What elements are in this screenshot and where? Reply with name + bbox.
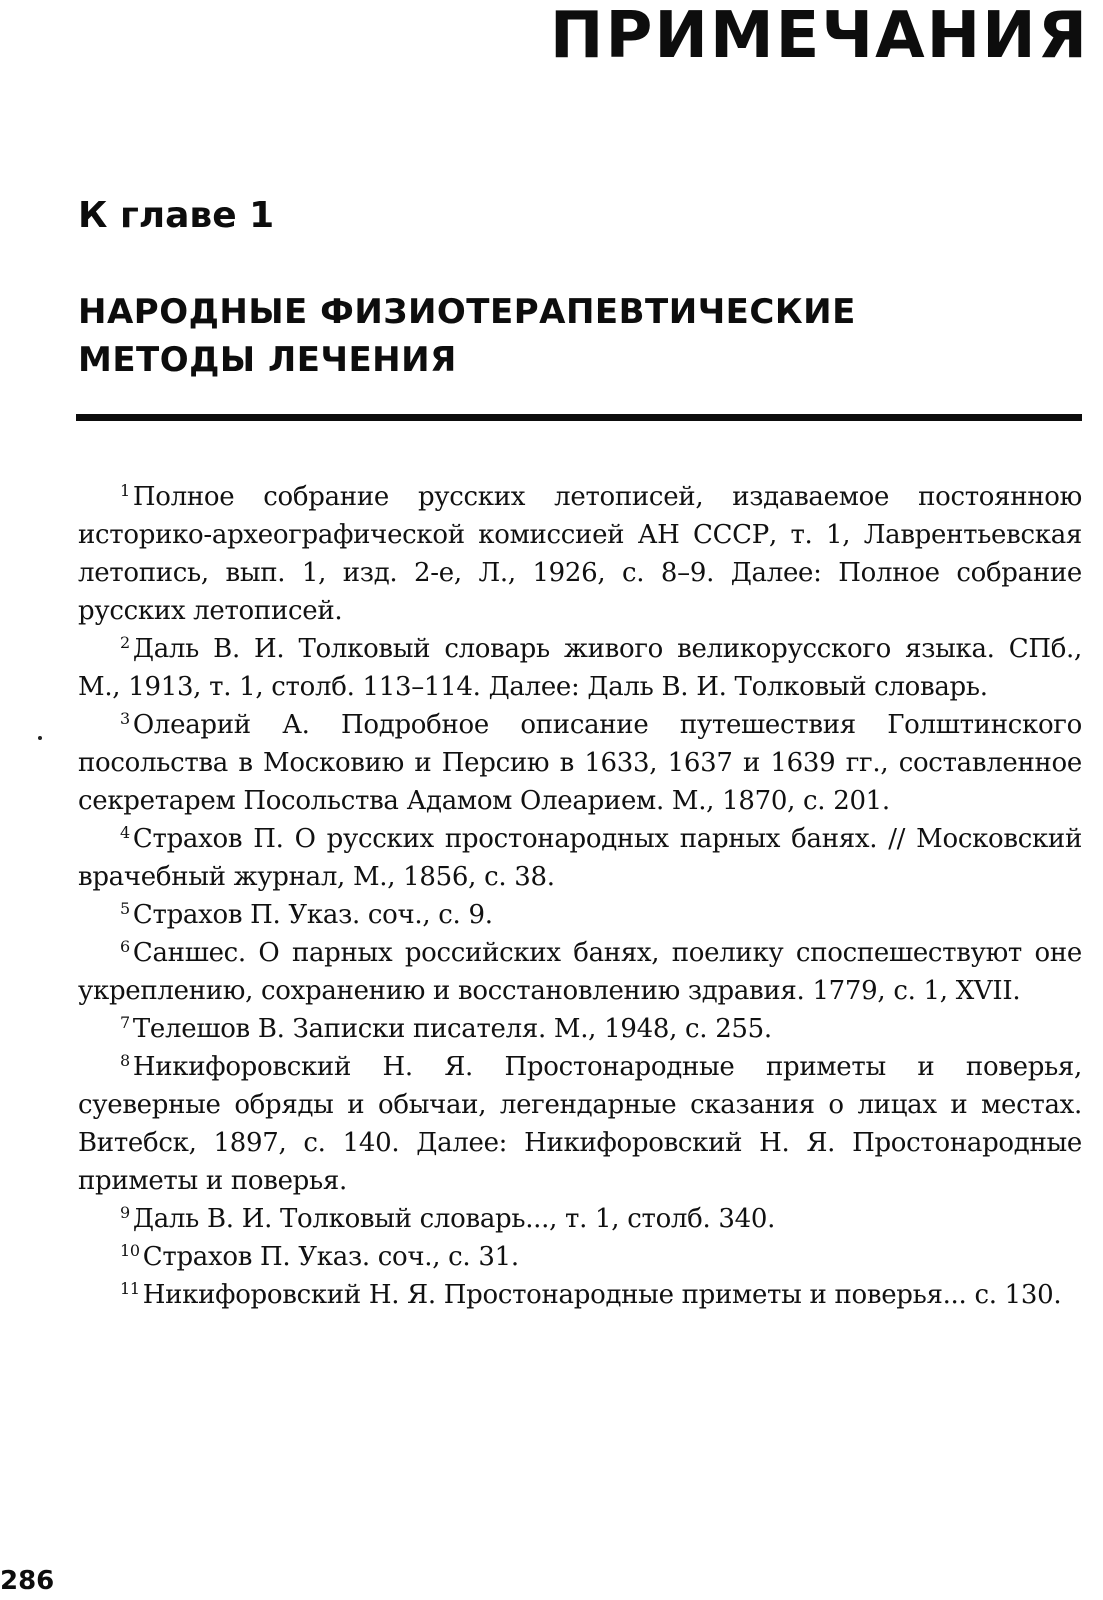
endnote-text: Страхов П. Указ. соч., с. 31.: [142, 1242, 519, 1272]
endnote-number: 9: [120, 1203, 130, 1222]
endnote: [78, 1010, 1082, 1048]
endnote-text: Телешов В. Записки писателя. М., 1948, с. 255.: [132, 1014, 772, 1044]
endnote-text: Полное собрание русских летописей, издаваемое постоянною историко-археографической комиссией АН СССР, т. 1, Лаврентьевская летопись, вып. 1, изд. 2-е, Л., 1926, с. 8–9. Далее: Полное собрание русских летописей.: [78, 482, 1082, 626]
endnote-number: 8: [120, 1051, 130, 1070]
endnote: [78, 1200, 1082, 1238]
endnote-text: Даль В. И. Толковый словарь..., т. 1, столб. 340.: [132, 1204, 776, 1234]
endnote: [78, 706, 1082, 820]
endnotes-list: [78, 478, 1082, 1314]
endnote: [78, 934, 1082, 1010]
endnote-text: Саншес. О парных российских банях, поелику споспешествуют оне укреплению, сохранению и восстановлению здравия. 1779, с. 1, XVII.: [78, 938, 1082, 1006]
endnote-text: Олеарий А. Подробное описание путешествия Голштинского посольства в Московию и Персию в 1633, 1637 и 1639 гг., составленное секретарем Посольства Адамом Олеарием. М., 1870, с. 201.: [78, 710, 1082, 816]
endnote-number: 10: [120, 1241, 140, 1260]
section-title: НАРОДНЫЕ ФИЗИОТЕРАПЕВТИЧЕСКИЕ МЕТОДЫ ЛЕЧЕНИЯ: [78, 292, 856, 380]
endnote-number: 1: [120, 481, 130, 500]
endnote-number: 6: [120, 937, 130, 956]
endnote: [78, 1276, 1082, 1314]
endnote-number: 5: [120, 899, 130, 918]
endnote-number: 3: [120, 709, 130, 728]
endnote-text: Никифоровский Н. Я. Простонародные приметы и поверья... с. 130.: [142, 1280, 1062, 1310]
page-heading: ПРИМЕЧАНИЯ: [549, 0, 1089, 73]
endnote-text: Никифоровский Н. Я. Простонародные приметы и поверья, суеверные обряды и обычаи, легендарные сказания о лицах и местах. Витебск, 1897, с. 140. Далее: Никифоровский Н. Я. Простонародные приметы и поверья.: [78, 1052, 1082, 1196]
endnote-text: Страхов П. Указ. соч., с. 9.: [132, 900, 493, 930]
endnote: [78, 820, 1082, 896]
endnote-number: 11: [120, 1279, 140, 1298]
endnote: [78, 478, 1082, 630]
endnote: [78, 1238, 1082, 1276]
endnote-number: 7: [120, 1013, 130, 1032]
endnote: [78, 630, 1082, 706]
heading-divider: [76, 414, 1082, 421]
endnote-text: Страхов П. О русских простонародных парных банях. // Московский врачебный журнал, М., 1856, с. 38.: [78, 824, 1082, 892]
endnote-text: Даль В. И. Толковый словарь живого великорусского языка. СПб., М., 1913, т. 1, столб. 113–114. Далее: Даль В. И. Толковый словарь.: [78, 634, 1082, 702]
page-number: 286: [0, 1566, 55, 1596]
endnote: [78, 896, 1082, 934]
margin-dot: [38, 736, 42, 740]
endnote-number: 4: [120, 823, 130, 842]
chapter-label: К главе 1: [78, 195, 275, 236]
endnote: [78, 1048, 1082, 1200]
endnote-number: 2: [120, 633, 130, 652]
